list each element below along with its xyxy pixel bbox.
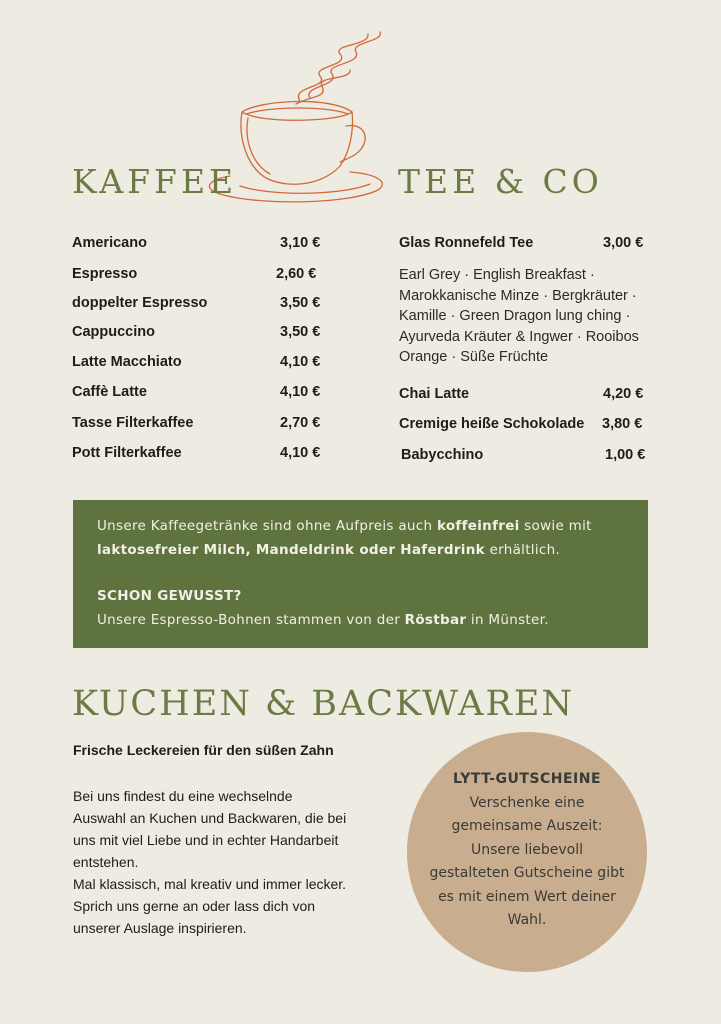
kuchen-heading: KUCHEN & BACKWAREN: [72, 684, 574, 724]
item-price: 2,60 €: [276, 266, 317, 282]
item-price: 2,70 €: [280, 415, 321, 431]
item-name: Espresso: [72, 266, 138, 282]
text-line: Auswahl an Kuchen und Backwaren, die bei: [73, 810, 347, 826]
text-line: Bei uns findest du eine wechselnde: [73, 788, 293, 804]
item-price: 3,10 €: [280, 235, 321, 251]
banner-highlight: laktosefreier Milch, Mandeldrink oder Haferdrink: [97, 542, 485, 558]
kaffee-heading: KAFFEE: [72, 162, 238, 201]
gutschein-line: es mit einem Wert deiner: [438, 888, 616, 905]
gutschein-line: Wahl.: [507, 912, 547, 928]
banner-heading: [97, 584, 624, 608]
item-name: Pott Filterkaffee: [72, 445, 182, 461]
banner-text: Unsere Espresso-Bohnen stammen von der: [97, 612, 405, 628]
item-name: Latte Macchiato: [72, 354, 182, 370]
item-price: 4,10 €: [280, 445, 321, 461]
gutschein-line: Verschenke eine: [469, 794, 585, 811]
item-name: Americano: [72, 235, 147, 251]
item-name: Glas Ronnefeld Tee: [399, 235, 534, 251]
text-line: Mal klassisch, mal kreativ und immer lecker.: [73, 876, 347, 892]
item-name: Cremige heiße Schokolade: [399, 416, 585, 432]
item-price: 3,00 €: [603, 235, 644, 251]
banner-text: sowie mit: [519, 518, 592, 534]
text-line: entstehen.: [73, 854, 139, 870]
item-price: 4,10 €: [280, 384, 321, 400]
item-price: 4,10 €: [280, 354, 321, 370]
kuchen-subtitle: Frische Leckereien für den süßen Zahn: [73, 742, 334, 758]
text-line: Sprich uns gerne an oder lass dich von: [73, 898, 316, 914]
tee-heading: TEE & CO: [398, 162, 603, 201]
banner-text: erhältlich.: [484, 542, 561, 558]
gutschein-title: LYTT-GUTSCHEINE: [452, 771, 602, 787]
item-price: 3,50 €: [280, 324, 321, 340]
banner-text: Unsere Kaffeegetränke sind ohne Aufpreis auch: [97, 518, 437, 534]
item-name: Babycchino: [401, 447, 484, 463]
banner-highlight: koffeinfrei: [436, 518, 520, 534]
item-name: Cappuccino: [72, 324, 155, 340]
gutschein-circle: [407, 732, 647, 972]
banner-text: in Münster.: [466, 612, 549, 628]
item-name: Caffè Latte: [72, 384, 147, 400]
info-banner: [73, 500, 648, 648]
banner-line: [97, 514, 624, 538]
item-price: 3,50 €: [280, 295, 321, 311]
item-name: doppelter Espresso: [72, 295, 208, 311]
banner-highlight: Röstbar: [404, 612, 467, 628]
item-price: 4,20 €: [603, 386, 644, 402]
kuchen-description: [73, 785, 393, 939]
banner-heading-text: SCHON GEWUSST?: [97, 588, 242, 604]
item-price: 3,80 €: [602, 416, 643, 432]
text-line: uns mit viel Liebe und in echter Handarbeit: [73, 832, 339, 848]
banner-line: [97, 608, 624, 632]
gutschein-line: Unsere liebevoll: [470, 841, 584, 858]
gutschein-line: gestalteten Gutscheine gibt: [429, 865, 625, 881]
item-price: 1,00 €: [605, 447, 646, 463]
gutschein-line: gemeinsame Auszeit:: [451, 818, 603, 834]
banner-line: [97, 538, 624, 562]
item-name: Tasse Filterkaffee: [72, 415, 194, 431]
item-name: Chai Latte: [399, 386, 470, 402]
tea-varieties: Earl Grey · English Breakfast · Marokkanische Minze · Bergkräuter · Kamille · Green Dragon lung ching · Ayurveda Kräuter & Ingwer · Rooibos Orange · Süße Früchte: [399, 267, 639, 365]
text-line: unserer Auslage inspirieren.: [73, 920, 247, 936]
